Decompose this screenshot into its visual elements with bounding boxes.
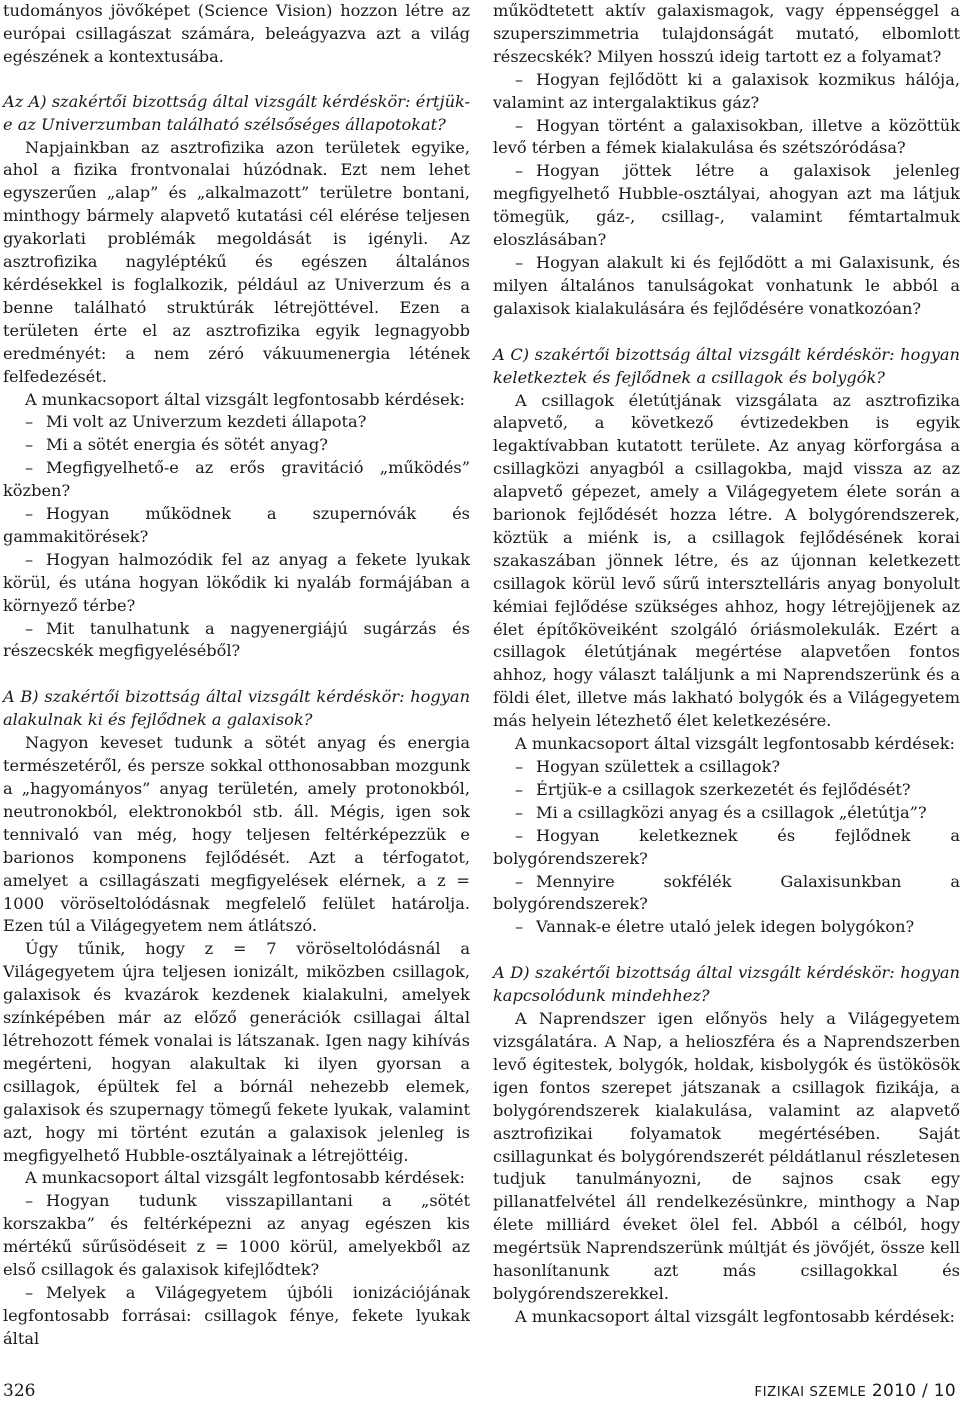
dash-marker: – — [515, 115, 524, 135]
list-item — [3, 1282, 470, 1351]
list-item — [493, 756, 960, 779]
dash-marker: – — [25, 1191, 34, 1211]
list-item — [3, 618, 470, 664]
section-a-heading: Az A) szakértői bizottság által vizsgált kérdéskör: értjük-e az Univerzumban található szélsőséges állapotokat? — [3, 91, 470, 134]
dash-marker: – — [515, 825, 524, 845]
section-a-question-list — [3, 411, 470, 663]
list-item — [493, 69, 960, 115]
section-c-question-list — [493, 756, 960, 939]
list-item-text: Melyek a Világegyetem újbóli ionizációjának legfontosabb forrásai: csillagok fénye, fekete lyukak által — [3, 1282, 470, 1348]
list-item-text: Hogyan működnek a szupernóvák és gammakitörések? — [3, 504, 470, 546]
list-item-text: Hogyan alakult ki és fejlődött a mi Galaxisunk, és milyen általános tanulságokat vonhatunk le abból a galaxisok kialakulására és fejlődésére vonatkozóan? — [493, 252, 960, 318]
dash-marker: – — [515, 802, 524, 822]
list-item-text: Hogyan halmozódik fel az anyag a fekete lyukak körül, és utána hogyan lökődik ki nyaláb formájában a környező térbe? — [3, 549, 470, 615]
dash-marker: – — [515, 917, 524, 937]
list-item-text: Mennyire sokfélék Galaxisunkban a bolygórendszerek? — [493, 871, 960, 914]
dash-marker: – — [25, 435, 34, 455]
dash-marker: – — [515, 69, 524, 89]
list-item-text: Mit tanulhatunk a nagyenergiájú sugárzás és részecskék megfigyeléséből? — [3, 618, 470, 661]
intro-paragraph: tudományos jövőképet (Science Vision) hozzon létre az európai csillagászat számára, beleágyazva azt a világ egészének a kontextusába. — [3, 1, 470, 66]
dash-marker: – — [515, 757, 524, 776]
list-item-text: Hogyan fejlődött ki a galaxisok kozmikus hálója, valamint az intergalaktikus gáz? — [493, 69, 960, 112]
dash-marker: – — [515, 871, 524, 891]
list-item — [3, 457, 470, 503]
page-number: 326 — [3, 1381, 36, 1401]
list-item — [493, 825, 960, 871]
list-item-text: Mi volt az Univerzum kezdeti állapota? — [46, 412, 367, 432]
dash-marker: – — [25, 1282, 34, 1302]
dash-marker: – — [25, 504, 34, 524]
list-item — [493, 871, 960, 917]
list-item — [493, 802, 960, 825]
dash-marker: – — [515, 779, 524, 799]
dash-marker: – — [25, 549, 34, 569]
list-item — [493, 252, 960, 321]
list-item — [493, 160, 960, 252]
section-d-heading: A D) szakértői bizottság által vizsgált kérdéskör: hogyan kapcsolódunk mindehhez? — [493, 963, 960, 1006]
section-d-paragraph-2: A munkacsoport által vizsgált legfontosabb kérdések: — [515, 1306, 955, 1326]
continued-paragraph: működtetett aktív galaxismagok, vagy éppenséggel a szuperszimmetria tulajdonságát mutató, elbomlott részecskék? Milyen hosszú ideig tartott ez a folyamat? — [493, 1, 960, 66]
list-item — [3, 434, 470, 457]
list-item-text: Mi a csillagközi anyag és a csillagok „életútja”? — [536, 802, 927, 822]
section-c-heading: A C) szakértői bizottság által vizsgált kérdéskör: hogyan keletkeztek és fejlődnek a csillagok és bolygók? — [493, 344, 960, 387]
right-column — [493, 0, 960, 1329]
list-item — [3, 1190, 470, 1282]
section-c-paragraph-2: A munkacsoport által vizsgált legfontosabb kérdések: — [515, 734, 955, 754]
dash-marker: – — [25, 412, 34, 432]
dash-marker: – — [515, 161, 524, 181]
section-d-paragraph-1: A Naprendszer igen előnyös hely a Világegyetem vizsgálatára. A Nap, a helioszféra és a Naprendszerben levő égitestek, bolygók, holdak, kisbolygók és üstökösök igen fontos szerepet játszanak a csillagok fizikája, a bolygórendszerek kialakulása, valamint az alapvető asztrofizikai folyamatok megértésében. Saját csillagunkat és bolygórendszerét példátlanul részletesen tudjuk tanulmányozni, de sajnos csak egy pillanatfelvétel áll rendelkezésünkre, minthogy a Nap élete milliárd éveket ölel fel. Abból a célból, hogy megértsük Naprendszerünk múltját és jövőjét, össze kell hasonlítanunk azt más csillagokkal és bolygórendszerekkel. — [493, 1009, 960, 1303]
journal-issue: 2010 / 10 — [871, 1381, 956, 1401]
section-a-paragraph-2: A munkacsoport által vizsgált legfontosabb kérdések: — [25, 389, 465, 409]
list-item-text: Hogyan keletkeznek és fejlődnek a bolygórendszerek? — [493, 825, 960, 868]
list-item-text: Megfigyelhető-e az erős gravitáció „működés” közben? — [3, 458, 470, 501]
section-b-heading: A B) szakértői bizottság által vizsgált kérdéskör: hogyan alakulnak ki és fejlődnek a galaxisok? — [3, 687, 470, 730]
list-item-text: Mi a sötét energia és sötét anyag? — [46, 435, 328, 455]
dash-marker: – — [515, 252, 524, 272]
list-item-text: Értjük-e a csillagok szerkezetét és fejlődését? — [536, 779, 911, 799]
journal-title — [754, 1381, 956, 1401]
list-item-text: Hogyan tudunk visszapillantani a „sötét korszakba” és feltérképezni az anyag egészen kis mértékű sűrűsödéseit z = 1000 körül, amelyekből az első csillagok és galaxisok kifejlődtek? — [3, 1191, 470, 1280]
journal-name: FIZIKAI SZEMLE — [754, 1384, 867, 1400]
section-c-paragraph-1: A csillagok életútjának vizsgálata az asztrofizika alapvető, a következő évtizedekben is egyik legaktívabban kutatott területe. Az anyag körforgása a csillagközi anyagból a csillagokba, majd vissza az az alapvető gépezet, amely a Világegyetem élete során a barionok fejlődését hozza létre. A bolygórendszerek, köztük a miénk is, a csillagok fejlődésének korai szakaszában jönnek létre, és az újonnan keletkezett csillagok körül levő sűrű intersztelláris anyag bonyolult kémiai fejlődése szükséges ahhoz, hogy létrejöjjenek az élet építőköveiként szolgáló óriásmolekulák. Ezért a csillagok életútjának megértése alapvetően fontos ahhoz, hogy választ találjunk a mi Naprendszerünk és a földi élet, illetve más lakható bolygók és a Világegyetem más helyein létezhető élet keletkezésére. — [493, 390, 960, 731]
section-b-question-list-continued — [493, 69, 960, 321]
list-item-text: Vannak-e életre utaló jelek idegen bolygókon? — [536, 917, 915, 937]
dash-marker: – — [25, 458, 34, 478]
list-item — [3, 503, 470, 549]
list-item-text: Hogyan jöttek létre a galaxisok jelenleg megfigyelhető Hubble-osztályai, ahogyan azt ma látjuk tömegük, gáz-, csillag-, valamint fémtartalmuk eloszlásában? — [493, 161, 960, 250]
section-a-paragraph-1: Napjainkban az asztrofizika azon területek egyike, ahol a fizika frontvonalai húzódnak. Ezt nem lehet egyszerűen „alap” és „alkalmazott” területre bontani, minthogy bármely alapvető kutatási cél elérése teljesen gyakorlati problémák megoldását is igényli. Az asztrofizika nagyléptékű és egészen általános kérdésekkel is foglalkozik, például az Univerzum és a benne található struktúrák létrejöttével. Ezen a területen érte el az asztrofizika egyik legnagyobb eredményét: a nem zéró vákuumenergia létének felfedezését. — [3, 137, 470, 386]
dash-marker: – — [25, 618, 34, 638]
list-item — [493, 779, 960, 802]
section-b-question-list — [3, 1190, 470, 1350]
list-item — [493, 916, 960, 939]
list-item — [3, 549, 470, 618]
section-b-paragraph-1: Nagyon keveset tudunk a sötét anyag és energia természetéről, és persze sokkal otthonosabban mozgunk a „hagyományos” anyag területén, amely protonokból, neutronokból, elektronokból stb. áll. Mégis, igen sok tennivaló van még, hogy teljesen feltérképezzük e barionos komponens fejlődését. Azt a térfogatot, amelyet a csillagászati megfigyelések elérnek, a z = 1000 vöröseltolódásnak megfelelő felület határolja. Ezen túl a Világegyetem nem átlátszó. — [3, 733, 470, 936]
left-column — [3, 0, 470, 1351]
list-item — [493, 115, 960, 161]
section-b-paragraph-2: Úgy tűnik, hogy z = 7 vöröseltolódásnál a Világegyetem újra teljesen ionizált, miközben csillagok, galaxisok és kvazárok kezdenek kialakulni, amelyek színképében már az előző generációk csillagai által létrehozott fémek vonalai is látszanak. Igen nagy kihívás megérteni, hogyan alakultak ki ilyen gyorsan a csillagok, épültek fel a bórnál nehezebb elemek, galaxisok és szupernagy tömegű fekete lyukak, valamint azt, hogy mi történt ezután a galaxisok jelenleg is megfigyelhető Hubble-osztályainak a létrejöttéig. — [3, 939, 470, 1165]
section-b-paragraph-3: A munkacsoport által vizsgált legfontosabb kérdések: — [25, 1168, 465, 1188]
list-item-text: Hogyan történt a galaxisokban, illetve a közöttük levő térben a fémek kialakulása és szétszóródása? — [493, 115, 960, 158]
list-item — [3, 411, 470, 434]
page-footer — [0, 1381, 960, 1403]
list-item-text: Hogyan születtek a csillagok? — [536, 757, 781, 776]
